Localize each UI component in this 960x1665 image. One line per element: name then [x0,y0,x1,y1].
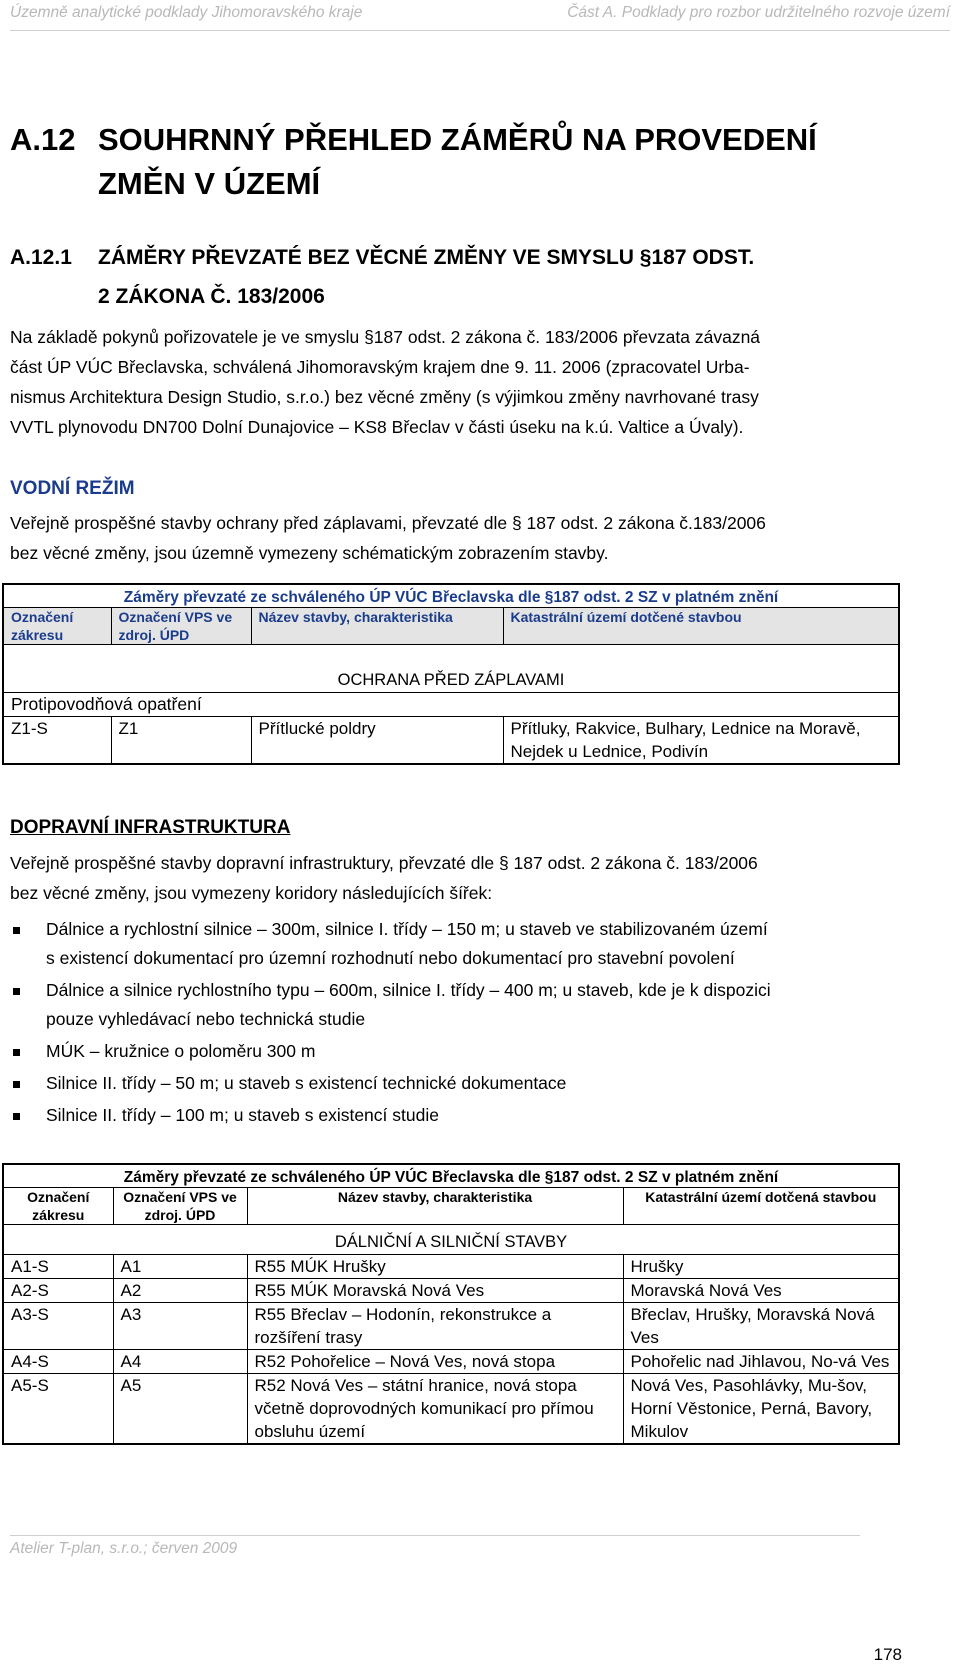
section-title-line2: 2 ZÁKONA Č. 183/2006 [98,285,325,308]
transport-table [2,1163,900,1445]
table-cell: Z1 [111,717,251,765]
bullet-square-icon [13,1081,20,1088]
table-cell: A5-S [3,1374,113,1445]
table-cell: A2 [113,1279,247,1303]
table-cell: A5 [113,1374,247,1445]
column-header: Katastrální území dotčené stavbou [503,608,899,645]
list-item-text: Silnice II. třídy – 100 m; u staveb s existencí studie [46,1105,439,1125]
table-row [3,1303,899,1350]
table-cell: Nová Ves, Pasohlávky, Mu-šov, Horní Věstonice, Perná, Bavory, Mikulov [623,1374,899,1445]
list-item [10,976,904,1034]
running-header-left: Územně analytické podklady Jihomoravského kraje [10,4,363,21]
table-cell: Přítluky, Rakvice, Bulhary, Lednice na Moravě, Nejdek u Lednice, Podivín [503,717,899,765]
intro-paragraph [10,322,760,442]
bullet-square-icon [13,1049,20,1056]
column-header: Označení zákresu [3,1188,113,1225]
table-subgroup-label: Protipovodňová opatření [3,693,899,717]
table-cell: A3 [113,1303,247,1350]
table-cell: Moravská Nová Ves [623,1279,899,1303]
header-divider [10,30,950,31]
water-table-caption: Záměry převzaté ze schváleného ÚP VÚC Břeclavska dle §187 odst. 2 SZ v platném znění [123,589,779,606]
water-table [2,583,900,765]
footer-divider [10,1535,860,1536]
water-section-title: VODNÍ REŽIM [10,478,135,499]
column-header: Název stavby, charakteristika [247,1188,623,1225]
list-item-text: s existencí dokumentací pro územní rozhodnutí nebo dokumentací pro stavební povolení [46,948,735,968]
table-cell: A2-S [3,1279,113,1303]
corridor-list [10,915,904,1133]
table-cell: Přítlucké poldry [251,717,503,765]
chapter-number: A.12 [10,122,76,157]
table-cell: Břeclav, Hrušky, Moravská Nová Ves [623,1303,899,1350]
table-row [3,1374,899,1445]
chapter-title-line1: SOUHRNNÝ PŘEHLED ZÁMĚRŮ NA PROVEDENÍ [98,122,817,157]
list-item [10,1101,904,1130]
water-line: Veřejně prospěšné stavby ochrany před záplavami, převzaté dle § 187 odst. 2 zákona č.183/2006 [10,513,766,533]
table-row [3,1279,899,1303]
list-item-text: pouze vyhledávací nebo technická studie [46,1009,366,1029]
table-cell: A4-S [3,1350,113,1374]
column-header: Označení VPS ve zdroj. ÚPD [111,608,251,645]
list-item-text: Dálnice a rychlostní silnice – 300m, silnice I. třídy – 150 m; u staveb ve stabilizovaném území [46,919,768,939]
table-row [3,717,899,765]
table-cell: Z1-S [3,717,111,765]
chapter-heading [10,118,817,162]
section-number: A.12.1 [10,246,72,269]
table-group-label: DÁLNIČNÍ A SILNIČNÍ STAVBY [3,1225,899,1255]
table-cell: Hrušky [623,1255,899,1279]
table-row [3,1255,899,1279]
bullet-square-icon [13,988,20,995]
list-item-text: Dálnice a silnice rychlostního typu – 600m, silnice I. třídy – 400 m; u staveb, kde je k dispozici [46,980,771,1000]
list-item [10,1069,904,1098]
table-row [3,1350,899,1374]
table-group-label: OCHRANA PŘED ZÁPLAVAMI [3,645,899,693]
table-cell: Pohořelic nad Jihlavou, No-vá Ves [623,1350,899,1374]
list-item [10,1037,904,1066]
intro-line: VVTL plynovodu DN700 Dolní Dunajovice – KS8 Břeclav v části úseku na k.ú. Valtice a Úvaly). [10,417,744,437]
section-heading [10,246,754,270]
intro-line: nismus Architektura Design Studio, s.r.o.) bez věcné změny (s výjimkou změny navrhované trasy [10,387,759,407]
table-cell: R52 Nová Ves – státní hranice, nová stopa včetně doprovodných komunikací pro přímou obsluhu území [247,1374,623,1445]
column-header: Název stavby, charakteristika [251,608,503,645]
table-cell: A3-S [3,1303,113,1350]
table-cell: R55 Břeclav – Hodonín, rekonstrukce a rozšíření trasy [247,1303,623,1350]
section-title-line1: ZÁMĚRY PŘEVZATÉ BEZ VĚCNÉ ZMĚNY VE SMYSLU §187 ODST. [98,246,755,269]
transport-line: bez věcné změny, jsou vymezeny koridory následujících šířek: [10,883,493,903]
table-cell: R55 MÚK Moravská Nová Ves [247,1279,623,1303]
table-cell: A1 [113,1255,247,1279]
table-cell: A1-S [3,1255,113,1279]
footer-left: Atelier T-plan, s.r.o.; červen 2009 [10,1540,238,1557]
table-cell: R52 Pohořelice – Nová Ves, nová stopa [247,1350,623,1374]
transport-line: Veřejně prospěšné stavby dopravní infrastruktury, převzaté dle § 187 odst. 2 zákona č. 183/2006 [10,853,758,873]
page-number: 178 [873,1645,902,1664]
list-item [10,915,904,973]
column-header: Označení VPS ve zdroj. ÚPD [113,1188,247,1225]
transport-section-title: DOPRAVNÍ INFRASTRUKTURA [10,817,291,838]
bullet-square-icon [13,1113,20,1120]
column-header: Katastrální území dotčená stavbou [623,1188,899,1225]
list-item-text: MÚK – kružnice o poloměru 300 m [46,1041,316,1061]
table-cell: R55 MÚK Hrušky [247,1255,623,1279]
table-cell: A4 [113,1350,247,1374]
transport-paragraph [10,848,758,908]
running-header-right: Část A. Podklady pro rozbor udržitelného rozvoje území [567,4,950,21]
intro-line: část ÚP VÚC Břeclavska, schválená Jihomoravským krajem dne 9. 11. 2006 (zpracovatel Urba- [10,357,750,377]
column-header: Označení zákresu [3,608,111,645]
chapter-title-line2: ZMĚN V ÚZEMÍ [98,166,321,201]
bullet-square-icon [13,927,20,934]
list-item-text: Silnice II. třídy – 50 m; u staveb s existencí technické dokumentace [46,1073,567,1093]
water-line: bez věcné změny, jsou územně vymezeny schématickým zobrazením stavby. [10,543,609,563]
intro-line: Na základě pokynů pořizovatele je ve smyslu §187 odst. 2 zákona č. 183/2006 převzata závazná [10,327,761,347]
water-paragraph [10,508,766,568]
transport-table-caption: Záměry převzaté ze schváleného ÚP VÚC Břeclavska dle §187 odst. 2 SZ v platném znění [123,1169,779,1186]
